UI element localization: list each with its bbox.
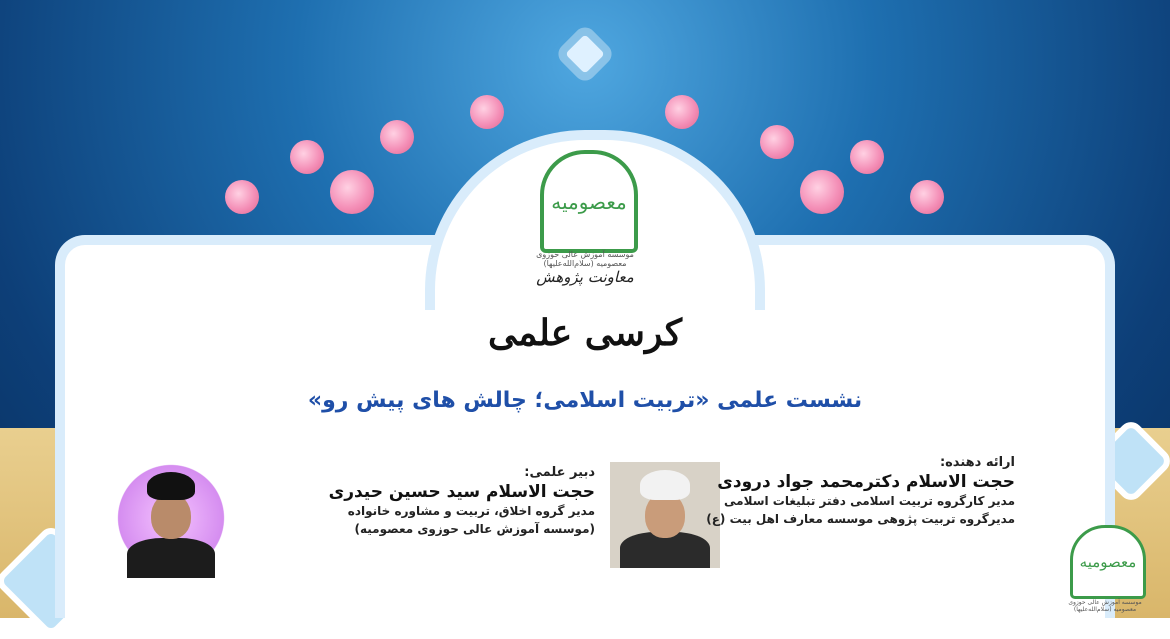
logo-institute-name: موسسه آموزش عالی حوزوی معصومیه (سلام‌الله‌علیها) bbox=[536, 250, 634, 268]
flower-decoration bbox=[760, 125, 794, 159]
logo-mark-text: معصومیه bbox=[551, 189, 627, 214]
presenter-role: ارائه دهنده: bbox=[939, 455, 1015, 470]
secretary-photo bbox=[107, 458, 235, 578]
flower-decoration bbox=[225, 180, 259, 214]
secretary-info bbox=[250, 465, 595, 538]
footer-logo bbox=[1070, 525, 1146, 599]
presenter-desc-2: مدیرگروه تربیت پژوهی موسسه معارف اهل بیت (ع) bbox=[706, 512, 1015, 526]
footer-logo-institute: موسسه آموزش عالی حوزوی معصومیه (سلام‌الله‌علیها) bbox=[1068, 599, 1142, 613]
flower-decoration bbox=[470, 95, 504, 129]
footer-logo-mark: معصومیه bbox=[1079, 553, 1137, 571]
flower-decoration bbox=[850, 140, 884, 174]
flower-decoration bbox=[800, 170, 844, 214]
flower-decoration bbox=[910, 180, 944, 214]
presenter-desc-1: مدیر کارگروه تربیت اسلامی دفتر تبلیغات اسلامی bbox=[724, 494, 1015, 508]
presenter-info bbox=[615, 455, 1015, 528]
flower-decoration bbox=[380, 120, 414, 154]
secretary-role: دبیر علمی: bbox=[524, 465, 595, 480]
secretary-name: حجت الاسلام سید حسین حیدری bbox=[328, 482, 595, 502]
secretary-desc-2: (موسسه آموزش عالی حوزوی معصومیه) bbox=[354, 522, 595, 536]
institute-logo bbox=[540, 150, 638, 253]
secretary-desc-1: مدیر گروه اخلاق، تربیت و مشاوره خانواده bbox=[347, 504, 595, 518]
logo-department: معاونت پژوهش bbox=[536, 268, 634, 286]
flower-decoration bbox=[290, 140, 324, 174]
flower-decoration bbox=[665, 95, 699, 129]
session-subtitle: نشست علمی «تربیت اسلامی؛ چالش های پیش رو» bbox=[307, 388, 863, 413]
presenter-name: حجت الاسلام دکترمحمد جواد درودی bbox=[717, 472, 1015, 492]
page-title: کرسی علمی bbox=[488, 312, 682, 354]
flower-decoration bbox=[330, 170, 374, 214]
